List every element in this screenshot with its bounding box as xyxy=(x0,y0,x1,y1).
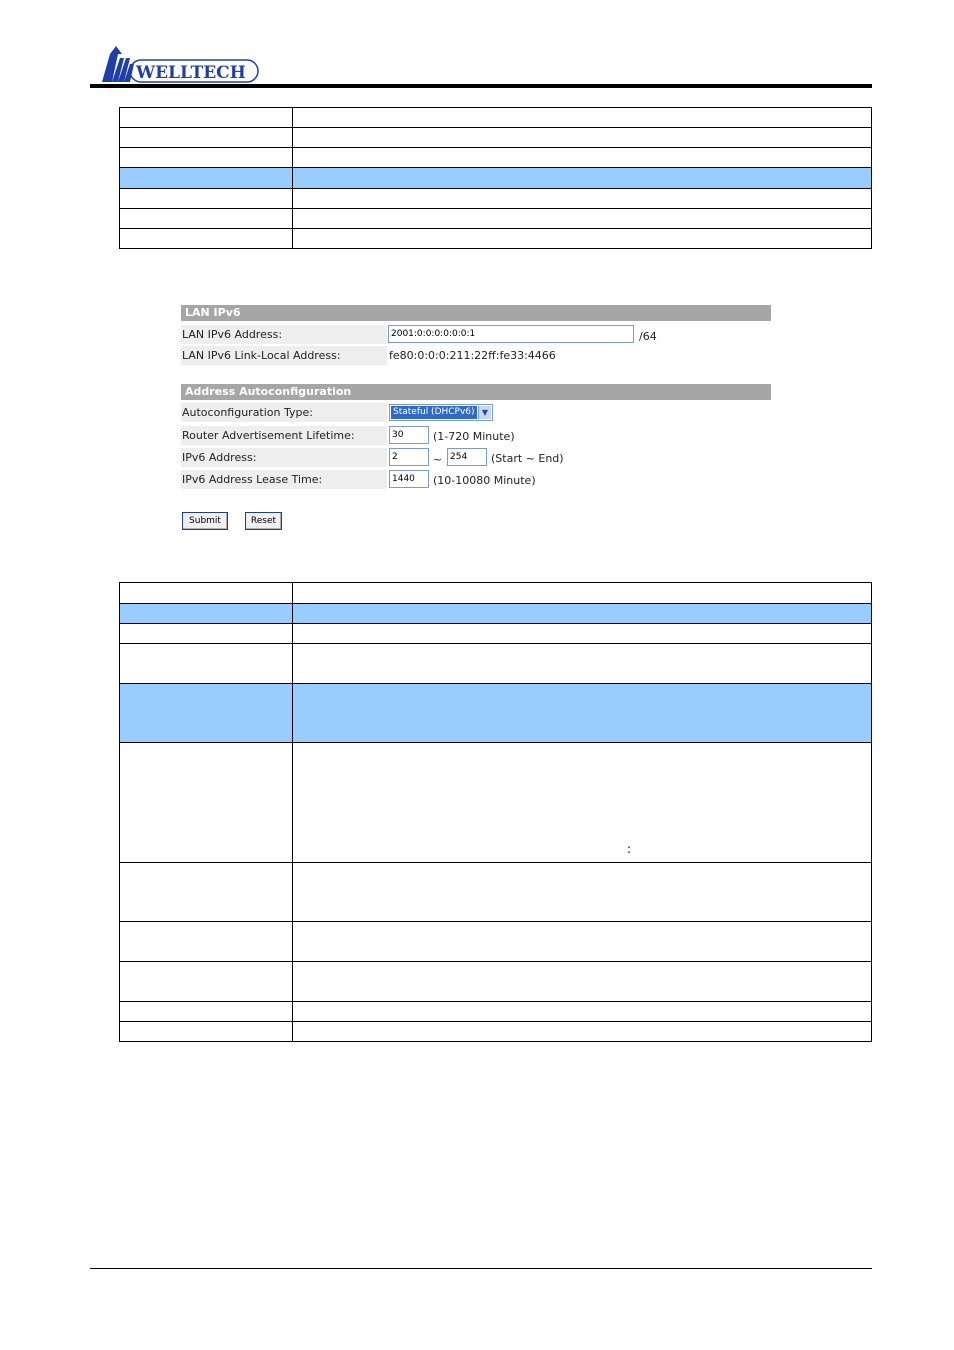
ipv6-address-end-input[interactable]: 254 xyxy=(447,448,487,466)
table-cell xyxy=(293,684,872,743)
ipv6-address-lease-time-hint: (10-10080 Minute) xyxy=(433,474,536,487)
prefix-length-label: /64 xyxy=(639,330,657,343)
table-cell xyxy=(293,1022,872,1042)
table-row xyxy=(120,189,872,209)
header-rule xyxy=(90,84,872,88)
lan-ipv6-config-panel xyxy=(181,305,771,537)
table-row xyxy=(120,1002,872,1022)
table-row xyxy=(120,922,872,962)
ipv6-address-range-label: IPv6 Address: xyxy=(181,448,387,467)
autoconfiguration-type-label: Autoconfiguration Type: xyxy=(181,403,387,422)
table-cell xyxy=(293,148,872,168)
table-row xyxy=(120,229,872,249)
ipv6-address-range-hint: (Start ~ End) xyxy=(491,452,564,465)
router-advertisement-lifetime-input[interactable]: 30 xyxy=(389,426,429,444)
table-cell xyxy=(293,128,872,148)
colon-mark: : xyxy=(627,842,632,856)
table-cell xyxy=(293,743,872,863)
table-cell xyxy=(120,189,293,209)
router-advertisement-lifetime-hint: (1-720 Minute) xyxy=(433,430,515,443)
table-cell xyxy=(120,583,293,604)
table-cell xyxy=(293,1002,872,1022)
table-cell xyxy=(293,962,872,1002)
table-cell xyxy=(293,644,872,684)
table-cell xyxy=(120,604,293,624)
logo-text: WELLTECH xyxy=(136,63,246,83)
table-row xyxy=(120,108,872,128)
table-cell xyxy=(120,209,293,229)
table-cell xyxy=(293,922,872,962)
table-cell xyxy=(293,209,872,229)
table-row xyxy=(120,624,872,644)
table-cell xyxy=(293,863,872,922)
table-cell xyxy=(120,148,293,168)
table-cell xyxy=(120,128,293,148)
table-cell xyxy=(293,604,872,624)
table-cell xyxy=(120,229,293,249)
welltech-logo xyxy=(100,44,260,86)
table-row-highlighted xyxy=(120,684,872,743)
table-cell xyxy=(120,644,293,684)
table-cell xyxy=(293,624,872,644)
table-cell xyxy=(120,922,293,962)
table-cell xyxy=(120,624,293,644)
welltech-logo-graphic xyxy=(100,44,260,86)
table-row-highlighted xyxy=(120,604,872,624)
table-cell xyxy=(293,583,872,604)
autoconfiguration-type-selected-value: Stateful (DHCPv6) xyxy=(393,407,475,417)
ipv6-address-start-input[interactable]: 2 xyxy=(389,448,429,466)
table-row xyxy=(120,962,872,1002)
link-local-address-label: LAN IPv6 Link-Local Address: xyxy=(181,346,387,365)
autoconfiguration-type-select[interactable] xyxy=(389,404,493,421)
router-advertisement-lifetime-label: Router Advertisement Lifetime: xyxy=(181,426,387,445)
lan-ipv6-section-header: LAN IPv6 xyxy=(181,305,771,321)
table-row xyxy=(120,583,872,604)
table-cell xyxy=(120,108,293,128)
top-parameter-table xyxy=(119,107,872,249)
table-row xyxy=(120,863,872,922)
table-row xyxy=(120,128,872,148)
table-cell xyxy=(120,1002,293,1022)
table-cell xyxy=(120,1022,293,1042)
table-row xyxy=(120,209,872,229)
footer-rule xyxy=(90,1268,872,1269)
reset-button[interactable]: Reset xyxy=(245,512,282,530)
link-local-address-value: fe80:0:0:0:211:22ff:fe33:4466 xyxy=(389,349,556,362)
table-cell xyxy=(120,863,293,922)
submit-button[interactable]: Submit xyxy=(182,512,228,530)
table-cell xyxy=(120,962,293,1002)
table-cell xyxy=(293,229,872,249)
table-cell xyxy=(293,189,872,209)
range-separator: ~ xyxy=(433,453,443,466)
table-row-highlighted xyxy=(120,168,872,189)
table-row xyxy=(120,148,872,168)
address-autoconfiguration-section-header: Address Autoconfiguration xyxy=(181,384,771,400)
lan-ipv6-address-label: LAN IPv6 Address: xyxy=(181,325,387,344)
table-cell xyxy=(120,168,293,189)
lan-ipv6-address-input[interactable]: 2001:0:0:0:0:0:0:1 xyxy=(388,325,634,343)
bottom-parameter-table xyxy=(119,582,872,1042)
chevron-down-icon[interactable]: ▼ xyxy=(478,406,491,419)
table-cell xyxy=(120,684,293,743)
table-cell xyxy=(293,168,872,189)
ipv6-address-lease-time-label: IPv6 Address Lease Time: xyxy=(181,470,387,489)
table-row xyxy=(120,743,872,863)
ipv6-address-lease-time-input[interactable]: 1440 xyxy=(389,470,429,488)
table-cell xyxy=(120,743,293,863)
table-row xyxy=(120,1022,872,1042)
table-cell xyxy=(293,108,872,128)
table-row xyxy=(120,644,872,684)
